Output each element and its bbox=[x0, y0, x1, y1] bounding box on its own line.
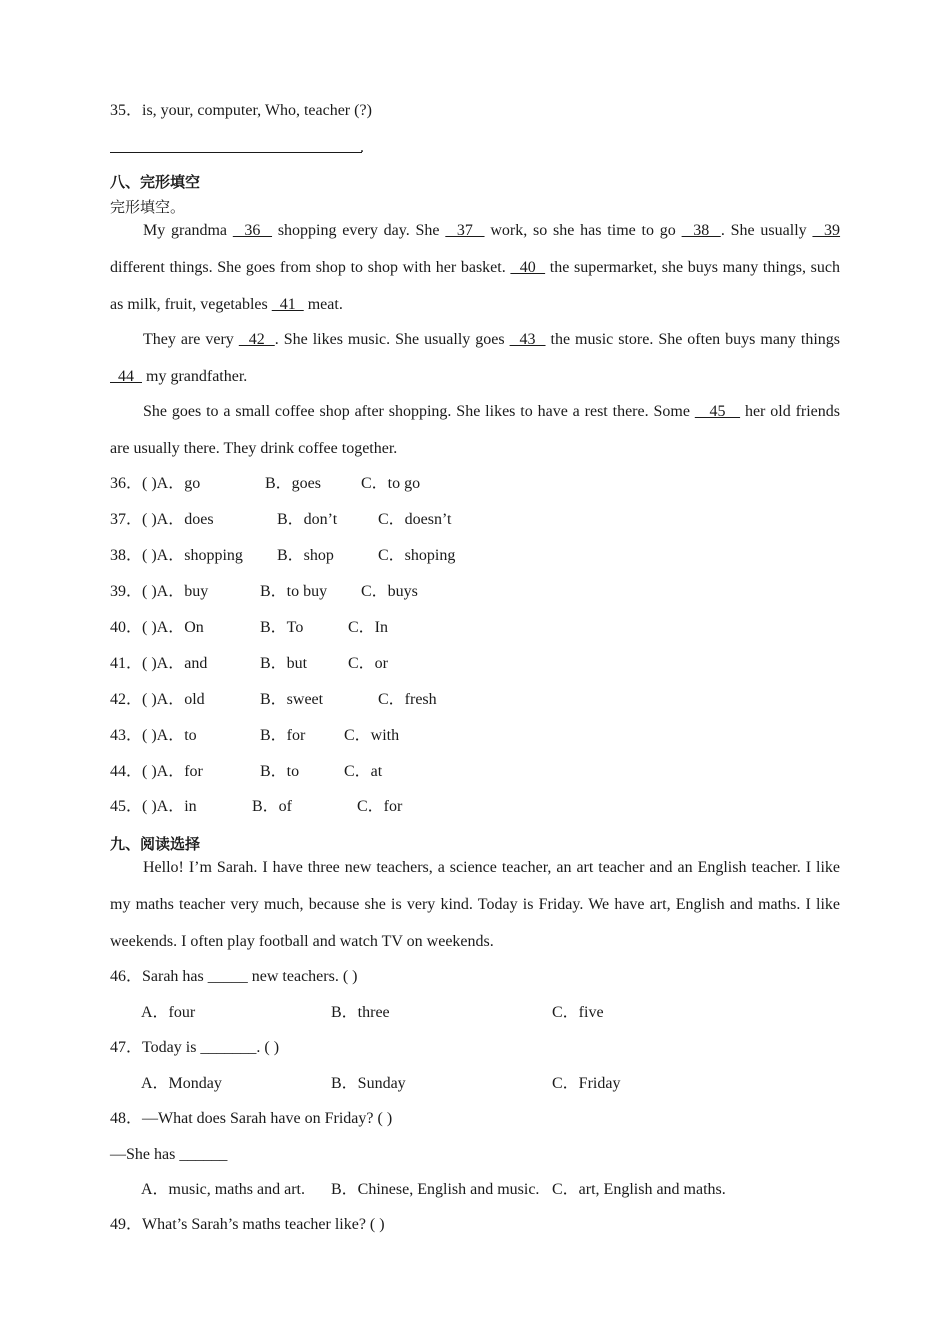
option-45-c[interactable]: C．for bbox=[357, 798, 403, 815]
question-35: 35．is, your, computer, Who, teacher (?) bbox=[110, 102, 372, 119]
blank-37[interactable]: 37 bbox=[445, 222, 485, 239]
option-44-b[interactable]: B．to bbox=[260, 763, 300, 780]
question-47: 47．Today is _______. ( ) bbox=[110, 1039, 280, 1056]
question-49: 49．What’s Sarah’s maths teacher like? ( ) bbox=[110, 1216, 385, 1233]
option-38-a[interactable]: 38．( )A．shopping bbox=[110, 547, 243, 564]
option-45-b[interactable]: B．of bbox=[252, 798, 293, 815]
option-38-c[interactable]: C．shoping bbox=[378, 547, 456, 564]
text: shopping every day. She bbox=[272, 222, 446, 239]
option-48-b[interactable]: B．Chinese, English and music. bbox=[331, 1181, 540, 1198]
option-45-a[interactable]: 45．( )A．in bbox=[110, 798, 197, 815]
option-40-a[interactable]: 40．( )A．On bbox=[110, 619, 204, 636]
option-37-b[interactable]: B．don’t bbox=[277, 511, 338, 528]
text: my grandfather. bbox=[142, 368, 248, 385]
text: They are very bbox=[143, 331, 239, 348]
blank-38[interactable]: 38 bbox=[681, 222, 721, 239]
cloze-paragraph-1 bbox=[110, 212, 840, 323]
text: the music store. She often buys many things bbox=[545, 331, 841, 348]
blank-44[interactable]: 44 bbox=[110, 368, 142, 385]
option-43-b[interactable]: B．for bbox=[260, 727, 306, 744]
blank-36[interactable]: 36 bbox=[232, 222, 273, 239]
option-39-a[interactable]: 39．( )A．buy bbox=[110, 583, 209, 600]
text: meat. bbox=[303, 296, 343, 313]
blank-45[interactable]: 45 bbox=[694, 403, 741, 420]
section-8-subtitle: 完形填空。 bbox=[110, 198, 186, 216]
text: . She usually bbox=[720, 222, 813, 239]
option-41-b[interactable]: B．but bbox=[260, 655, 308, 672]
option-42-b[interactable]: B．sweet bbox=[260, 691, 324, 708]
option-47-b[interactable]: B．Sunday bbox=[331, 1075, 406, 1092]
blank-39[interactable]: 39 bbox=[812, 222, 841, 239]
option-48-a[interactable]: A．music, maths and art. bbox=[141, 1181, 305, 1198]
option-43-a[interactable]: 43．( )A．to bbox=[110, 727, 197, 744]
cloze-paragraph-2 bbox=[110, 321, 840, 395]
cloze-paragraph-3 bbox=[110, 393, 840, 467]
option-42-a[interactable]: 42．( )A．old bbox=[110, 691, 205, 708]
option-46-c[interactable]: C．five bbox=[552, 1004, 604, 1021]
option-40-b[interactable]: B．To bbox=[260, 619, 304, 636]
blank-43[interactable]: 43 bbox=[509, 331, 546, 348]
reading-passage: Hello! I’m Sarah. I have three new teachers, a science teacher, an art teacher and an English teacher. I like my maths teacher very much, because she is very kind. Today is Friday. We have art, English and maths. I like weekends. I often play football and watch TV on weekends. bbox=[110, 859, 840, 950]
option-42-c[interactable]: C．fresh bbox=[378, 691, 437, 708]
section-9-title: 九、阅读选择 bbox=[110, 835, 201, 853]
option-48-c[interactable]: C．art, English and maths. bbox=[552, 1181, 726, 1198]
option-43-c[interactable]: C．with bbox=[344, 727, 400, 744]
text: She goes to a small coffee shop after shopping. She likes to have a rest there. Some bbox=[143, 403, 695, 420]
option-47-c[interactable]: C．Friday bbox=[552, 1075, 621, 1092]
blank-40[interactable]: 40 bbox=[510, 259, 546, 276]
option-44-a[interactable]: 44．( )A．for bbox=[110, 763, 203, 780]
text: work, so she has time to go bbox=[484, 222, 682, 239]
option-36-a[interactable]: 36．( )A．go bbox=[110, 475, 201, 492]
blank-41[interactable]: 41 bbox=[271, 296, 304, 313]
option-36-c[interactable]: C．to go bbox=[361, 475, 421, 492]
option-37-a[interactable]: 37．( )A．does bbox=[110, 511, 214, 528]
text: My grandma bbox=[143, 222, 233, 239]
blank-42[interactable]: 42 bbox=[238, 331, 275, 348]
question-46: 46．Sarah has _____ new teachers. ( ) bbox=[110, 968, 358, 985]
question-48-answer-stem: —She has ______ bbox=[110, 1146, 228, 1163]
text: . She likes music. She usually goes bbox=[274, 331, 510, 348]
option-37-c[interactable]: C．doesn’t bbox=[378, 511, 452, 528]
option-41-c[interactable]: C．or bbox=[348, 655, 389, 672]
option-44-c[interactable]: C．at bbox=[344, 763, 383, 780]
option-40-c[interactable]: C．In bbox=[348, 619, 389, 636]
option-46-b[interactable]: B．three bbox=[331, 1004, 390, 1021]
text: different things. She goes from shop to shop with her basket. bbox=[110, 259, 511, 276]
option-39-b[interactable]: B．to buy bbox=[260, 583, 328, 600]
option-38-b[interactable]: B．shop bbox=[277, 547, 334, 564]
option-39-c[interactable]: C．buys bbox=[361, 583, 418, 600]
question-48: 48．—What does Sarah have on Friday? ( ) bbox=[110, 1110, 393, 1127]
option-47-a[interactable]: A．Monday bbox=[141, 1075, 222, 1092]
answer-line-period: . bbox=[360, 139, 364, 156]
text: the supermarket, she buys many things, such as milk, fruit, vegetables bbox=[110, 259, 841, 313]
text: her old friends are usually there. They drink coffee together. bbox=[110, 403, 841, 457]
option-46-a[interactable]: A．four bbox=[141, 1004, 196, 1021]
answer-line-35[interactable] bbox=[110, 152, 362, 153]
option-41-a[interactable]: 41．( )A．and bbox=[110, 655, 208, 672]
section-8-title: 八、完形填空 bbox=[110, 173, 201, 191]
option-36-b[interactable]: B．goes bbox=[265, 475, 322, 492]
